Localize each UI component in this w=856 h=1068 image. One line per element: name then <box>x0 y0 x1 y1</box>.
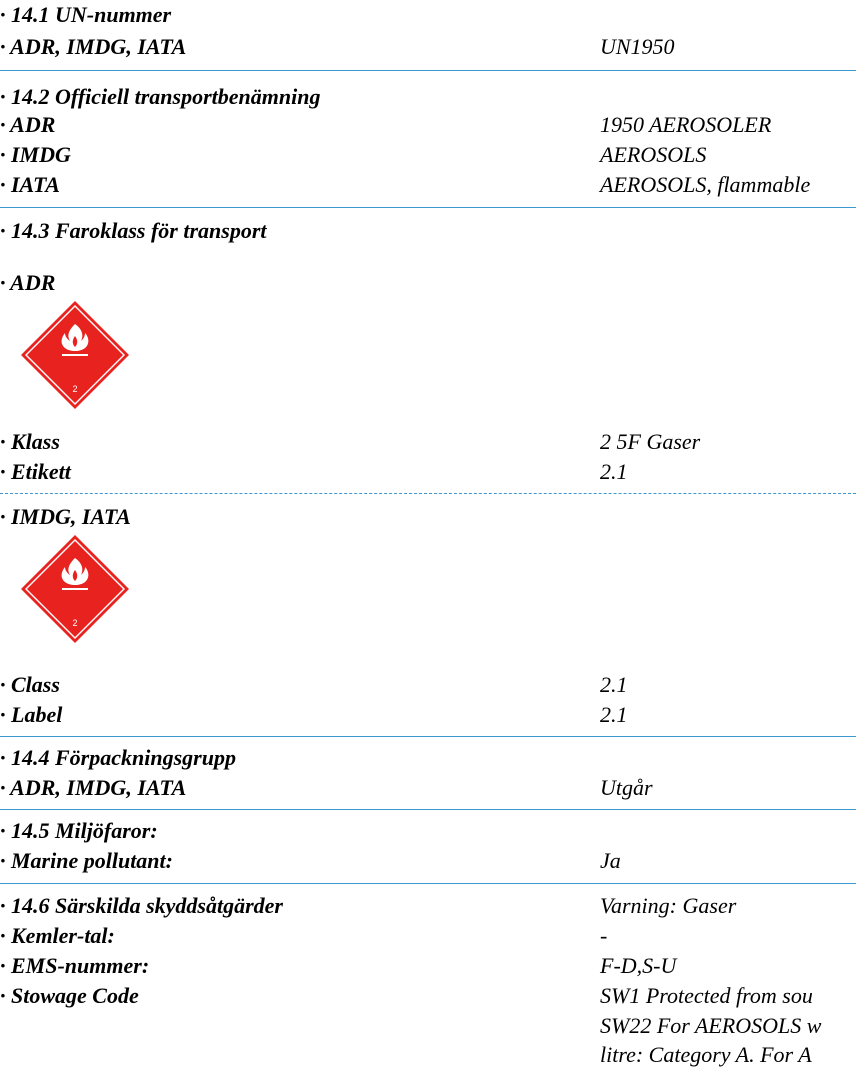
row-label: · IATA <box>0 172 60 197</box>
section-divider <box>0 736 856 737</box>
row-value: SW1 Protected from sou <box>600 983 813 1008</box>
row-value: Ja <box>600 848 621 873</box>
row-value: 2.1 <box>600 672 628 697</box>
subsection-divider <box>0 493 856 494</box>
row-label: · Etikett <box>0 459 71 484</box>
pictogram-class-number: 2 <box>72 618 78 628</box>
row-label: · Klass <box>0 429 60 454</box>
pictogram-class-number: 2 <box>72 384 78 394</box>
row-label: · 14.2 Officiell transportbenämning <box>0 84 321 109</box>
row-label: · 14.5 Miljöfaror: <box>0 818 158 843</box>
row-value: - <box>600 923 608 948</box>
row-value: 2.1 <box>600 459 628 484</box>
flammable-gas-diamond-icon <box>20 534 130 644</box>
row-label: · ADR <box>0 112 56 137</box>
row-value: 2 5F Gaser <box>600 429 701 454</box>
row-label: · ADR, IMDG, IATA <box>0 775 187 800</box>
section-divider <box>0 883 856 884</box>
row-label: · IMDG <box>0 142 71 167</box>
row-label: · EMS-nummer: <box>0 953 150 978</box>
row-label: · Kemler-tal: <box>0 923 115 948</box>
row-label: · 14.3 Faroklass för transport <box>0 218 267 243</box>
row-label: · 14.4 Förpackningsgrupp <box>0 745 236 770</box>
row-label: · Label <box>0 702 63 727</box>
row-label: · IMDG, IATA <box>0 504 131 529</box>
row-label: · Stowage Code <box>0 983 139 1008</box>
section-divider <box>0 207 856 208</box>
row-value: F-D,S-U <box>600 953 677 978</box>
section-divider <box>0 70 856 71</box>
section-divider <box>0 809 856 810</box>
row-label: · ADR, IMDG, IATA <box>0 34 187 59</box>
row-label: · ADR <box>0 270 56 295</box>
flammable-gas-diamond-icon <box>20 300 130 410</box>
row-value: 1950 AEROSOLER <box>600 112 772 137</box>
row-value: SW22 For AEROSOLS w <box>600 1013 822 1038</box>
row-value: UN1950 <box>600 34 675 59</box>
row-label: · Marine pollutant: <box>0 848 173 873</box>
row-value: AEROSOLS <box>600 142 707 167</box>
row-value: litre: Category A. For A <box>600 1042 812 1067</box>
row-value: AEROSOLS, flammable <box>600 172 811 197</box>
row-label: · Class <box>0 672 60 697</box>
row-value: Varning: Gaser <box>600 893 737 918</box>
row-label: · 14.1 UN-nummer <box>0 2 172 27</box>
row-value: Utgår <box>600 775 653 800</box>
row-label: · 14.6 Särskilda skyddsåtgärder <box>0 893 283 918</box>
row-value: 2.1 <box>600 702 628 727</box>
